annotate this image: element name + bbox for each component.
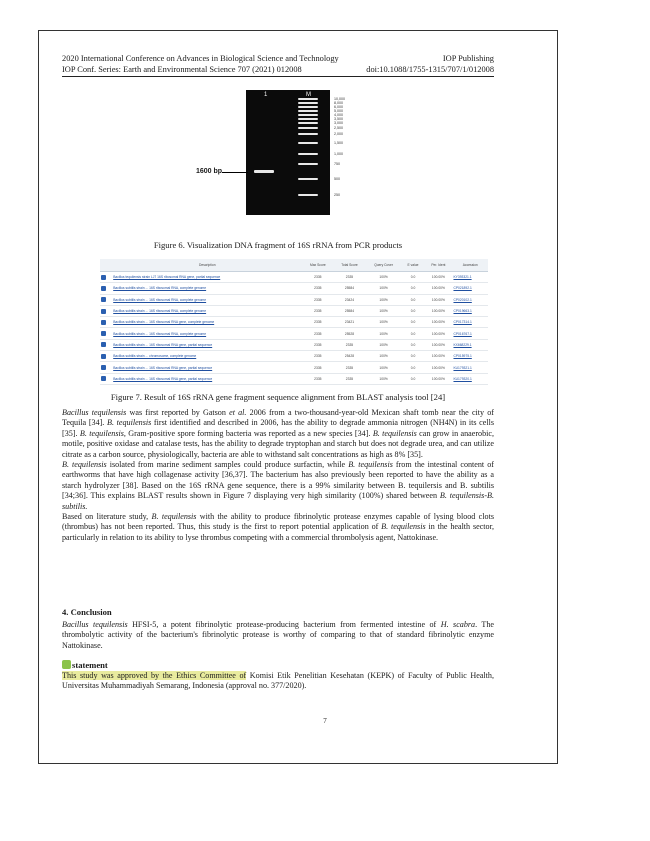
cover-cell: 100% [366,339,402,350]
accession-link[interactable]: KU179320.1 [452,373,488,384]
ladder-band [298,118,318,120]
cover-cell: 100% [366,328,402,339]
figure-7-caption: Figure 7. Result of 16S rRNA gene fragment sequence alignment from BLAST analysis tool [24] [110,392,446,402]
total-cell: 2335 [333,373,365,384]
ladder-band [298,178,318,180]
text-run: can grow in anaerobic, motile, positive oxidase and catalase tests, has the ability to degrade tryptophan and starch but does not degrade urea, and can utilize citrate as a carbon source, physiologically, bacteria are able to withstand salt concentrations as high as 8% [35]. [62,428,494,459]
species-name: B. tequilensis [107,418,152,428]
accession-link[interactable]: CP017314.1 [452,317,488,328]
description-link[interactable]: Bacillus subtilis strain ... 16S ribosomal RNA gene, complete genome [112,317,302,328]
description-link[interactable]: Bacillus subtilis strain ... 16S ribosomal RNA, complete genome [112,294,302,305]
ident-cell: 100.00% [424,373,452,384]
marker-size-label: 2,500 [334,126,343,130]
ladder-band [298,163,318,165]
table-row [100,294,488,305]
cover-cell: 100% [366,283,402,294]
column-header: Accession [452,259,488,272]
select-cell [100,339,112,350]
marker-size-label: 2,000 [334,132,343,136]
publisher: IOP Publishing [442,54,494,63]
accession-link[interactable]: CP016767.1 [452,328,488,339]
table-row [100,373,488,384]
e-cell: 0.0 [402,305,425,316]
page-number: 7 [323,717,327,725]
cover-cell: 100% [366,362,402,373]
cover-cell: 100% [366,305,402,316]
ladder-band [298,106,318,108]
conclusion-paragraph [62,620,494,651]
species-name: Bacillus tequilensis [62,408,127,417]
marker-size-label: 8,000 [334,101,343,105]
marker-size-label: 4,000 [334,113,343,117]
select-cell [100,373,112,384]
max-cell: 2335 [302,351,333,362]
ident-cell: 100.00% [424,294,452,305]
marker-size-label: 10,000 [334,97,345,101]
blast-header-row [100,259,488,272]
lane-1-label: 1 [264,92,268,98]
column-header: Max Score [302,259,333,272]
text-run: . The thrombolytic activity of the bacterium's fibrinolytic protease is worthy of comparing to that of standard fibrinolytic enzyme Nattokinase. [62,620,494,650]
ladder-band [298,110,318,112]
select-cell [100,328,112,339]
species-name: H. scabra [440,620,476,629]
e-cell: 0.0 [402,272,425,283]
highlighted-text[interactable]: This study was approved by the Ethics Committee of [62,671,247,680]
total-cell: 23424 [333,294,365,305]
row-checkbox[interactable] [101,286,106,291]
ladder-band [298,98,318,100]
conclusion-heading: 4. Conclusion [62,607,112,617]
description-link[interactable]: Bacillus subtilis strain ... 16S ribosomal RNA gene, partial sequence [112,373,302,384]
accession-link[interactable]: CP020102.1 [452,294,488,305]
total-cell: 25584 [333,305,365,316]
running-header-line1 [62,54,494,63]
text-run: isolated from marine sediment samples could produce surfactin, while [106,460,349,470]
accession-link[interactable]: KY393321.1 [452,272,488,283]
row-checkbox[interactable] [101,320,106,325]
e-cell: 0.0 [402,328,425,339]
row-checkbox[interactable] [101,342,106,347]
text-run: 2006 from a two-thousand-year-old Mexican shaft tomb near the city of Tequila [34]. [62,408,495,428]
select-cell [100,294,112,305]
ident-cell: 100.00% [424,305,452,316]
row-checkbox[interactable] [101,354,106,359]
select-cell [100,317,112,328]
e-cell: 0.0 [402,317,425,328]
doi: doi:10.1088/1755-1315/707/1/012008 [366,65,494,74]
description-link[interactable]: Bacillus subtilis strain ... 16S ribosomal RNA gene, partial sequence [112,362,302,373]
journal-citation: IOP Conf. Series: Earth and Environmental Science 707 (2021) 012008 [62,65,302,74]
select-cell [100,351,112,362]
text-run: HFSI-5, a potent fibrinolytic protease-producing bacterium from fermented intestine of [127,620,441,629]
species-name: B. tequilensis [62,460,107,470]
e-cell: 0.0 [402,283,425,294]
max-cell: 2335 [302,272,333,283]
ident-cell: 100.00% [424,317,452,328]
statement-paragraph [62,671,494,692]
species-name: B. tequilensis [381,522,426,532]
figure-6-caption: Figure 6. Visualization DNA fragment of 16S rRNA from PCR products [153,240,403,250]
text-run: Komisi Etik Penelitian Kesehatan (KEPK) of Faculty of Public Health, Universitas Muhammadiyah Semarang, Indonesia (approval no. 377/2020). [62,671,495,691]
accession-link[interactable]: CP021892.1 [452,283,488,294]
ladder-band [298,122,318,124]
select-cell [100,305,112,316]
marker-size-label: 1,000 [334,152,343,156]
marker-size-label: 250 [334,193,340,197]
table-row [100,272,488,283]
select-cell [100,272,112,283]
column-header: E value [402,259,425,272]
cover-cell: 100% [366,373,402,384]
row-checkbox[interactable] [101,376,106,381]
body-paragraphs [62,408,494,543]
table-row [100,339,488,350]
column-header: Description [112,259,302,272]
text-run: Based on literature study, [62,512,152,522]
marker-size-label: 5,000 [334,109,343,113]
paragraph-3 [62,512,494,543]
ident-cell: 100.00% [424,362,452,373]
marker-size-label: 1,500 [334,141,343,145]
total-cell: 23421 [333,317,365,328]
band-size-label: 1600 bp [196,168,223,175]
accession-link[interactable]: KU179321.1 [452,362,488,373]
row-checkbox[interactable] [101,297,106,302]
species-name: B. tequilensis [79,428,124,438]
species-name: B. tequilensis [151,512,197,522]
total-cell: 2335 [333,362,365,373]
text-run: from the intestinal content of earthworms that have high collagenase activity [36,37]. The bacterium has also previously been reported to have the ability as a starch hydrolyzer [38]. Based on the 16S rRNA gene sequence, there is a 99% similarity between B. tequilersis and B. subtilis [34;36]. This explains BLAST results shown in Figure 7 displaying very high similarity (100%) shared between [62,460,494,501]
column-header [100,259,112,272]
text-run: in the health sector, particularly in relation to its ability to lyse thrombus competing with a commercial thrombolysis agent, Nattokinase. [62,522,494,542]
cover-cell: 100% [366,294,402,305]
description-link[interactable]: Bacillus subtilis strain ... 16S ribosomal RNA gene, partial sequence [112,339,302,350]
max-cell: 2335 [302,317,333,328]
max-cell: 2335 [302,294,333,305]
description-link[interactable]: Bacillus subtilis strain ... chromosome, complete genome [112,351,302,362]
text-run: first identified and described in 2006, has the ability to degrade ammonia nitrogen (NH4N) in its cells [35]. [62,418,494,438]
annotation-marker-icon[interactable] [62,660,71,669]
max-cell: 2335 [302,283,333,294]
table-row [100,317,488,328]
row-checkbox[interactable] [101,275,106,280]
row-checkbox[interactable] [101,331,106,336]
row-checkbox[interactable] [101,365,106,370]
description-link[interactable]: Bacillus tequilensis strain LJ7 16S ribosomal RNA gene, partial sequence [112,272,302,283]
marker-size-label: 6,000 [334,105,343,109]
max-cell: 2335 [302,305,333,316]
ladder-band [298,133,318,135]
statement-heading: statement [72,660,108,670]
ident-cell: 100.00% [424,339,452,350]
table-row [100,328,488,339]
ladder-band [298,102,318,104]
total-cell: 25428 [333,351,365,362]
description-link[interactable]: Bacillus subtilis strain ... 16S ribosomal RNA, complete genome [112,328,302,339]
table-row [100,362,488,373]
ladder-band [298,127,318,129]
select-cell [100,362,112,373]
accession-link[interactable]: CP019663.1 [452,305,488,316]
running-header-line2 [62,65,494,74]
ident-cell: 100.00% [424,328,452,339]
total-cell: 2335 [333,272,365,283]
max-cell: 2335 [302,373,333,384]
paragraph-2 [62,460,494,512]
sample-band [254,170,274,173]
blast-body [100,272,488,385]
e-cell: 0.0 [402,294,425,305]
column-header: Query Cover [366,259,402,272]
paragraph-1 [62,408,494,460]
e-cell: 0.0 [402,339,425,350]
select-cell [100,283,112,294]
lane-m-label: M [306,92,311,98]
cover-cell: 100% [366,272,402,283]
description-link[interactable]: Bacillus subtilis strain ... 16S ribosomal RNA, complete genome [112,305,302,316]
italic-run: et al. [229,408,247,417]
conference-name: 2020 International Conference on Advances in Biological Science and Technology [62,54,339,63]
header-rule [62,76,494,77]
table-row [100,283,488,294]
ladder-band [298,114,318,116]
text-run: , Gram-positive spore forming bacteria was reported as a new species [34]. [123,428,373,438]
max-cell: 2335 [302,339,333,350]
ident-cell: 100.00% [424,283,452,294]
table-row [100,351,488,362]
text-run: with the ability to produce fibrinolytic protease enzymes capable of lysing blood clots (thrombus) has not been reported. Thus, this study is the first to report potential application of [62,512,494,532]
species-name: B. tequilensis [372,428,417,438]
marker-size-label: 500 [334,177,340,181]
row-checkbox[interactable] [101,309,106,314]
band-pointer-line [222,172,248,173]
total-cell: 25528 [333,328,365,339]
table-row [100,305,488,316]
species-name: Bacillus tequilensis [62,620,128,629]
max-cell: 2335 [302,328,333,339]
marker-size-label: 3,000 [334,121,343,125]
ladder-band [298,142,318,144]
max-cell: 2335 [302,362,333,373]
text-run: was first reported by Gatson [126,408,230,417]
figure-6-gel [196,90,366,230]
blast-results-table [100,259,488,385]
gel-image [246,90,330,215]
cover-cell: 100% [366,317,402,328]
total-cell: 25584 [333,283,365,294]
description-link[interactable]: Bacillus subtilis strain ... 16S ribosomal RNA, complete genome [112,283,302,294]
statement-heading-row [62,660,108,670]
species-name: B. tequilensis-B. subtilis. [62,491,494,511]
accession-link[interactable]: CP015975.1 [452,351,488,362]
species-name: B. tequilensis [348,460,393,470]
e-cell: 0.0 [402,351,425,362]
total-cell: 2335 [333,339,365,350]
e-cell: 0.0 [402,362,425,373]
ident-cell: 100.00% [424,351,452,362]
column-header: Per. Ident [424,259,452,272]
accession-link[interactable]: KX668229.1 [452,339,488,350]
ladder-band [298,194,318,196]
e-cell: 0.0 [402,373,425,384]
marker-size-label: 750 [334,162,340,166]
ident-cell: 100.00% [424,272,452,283]
ladder-band [298,153,318,155]
marker-size-label: 3,500 [334,117,343,121]
column-header: Total Score [333,259,365,272]
cover-cell: 100% [366,351,402,362]
